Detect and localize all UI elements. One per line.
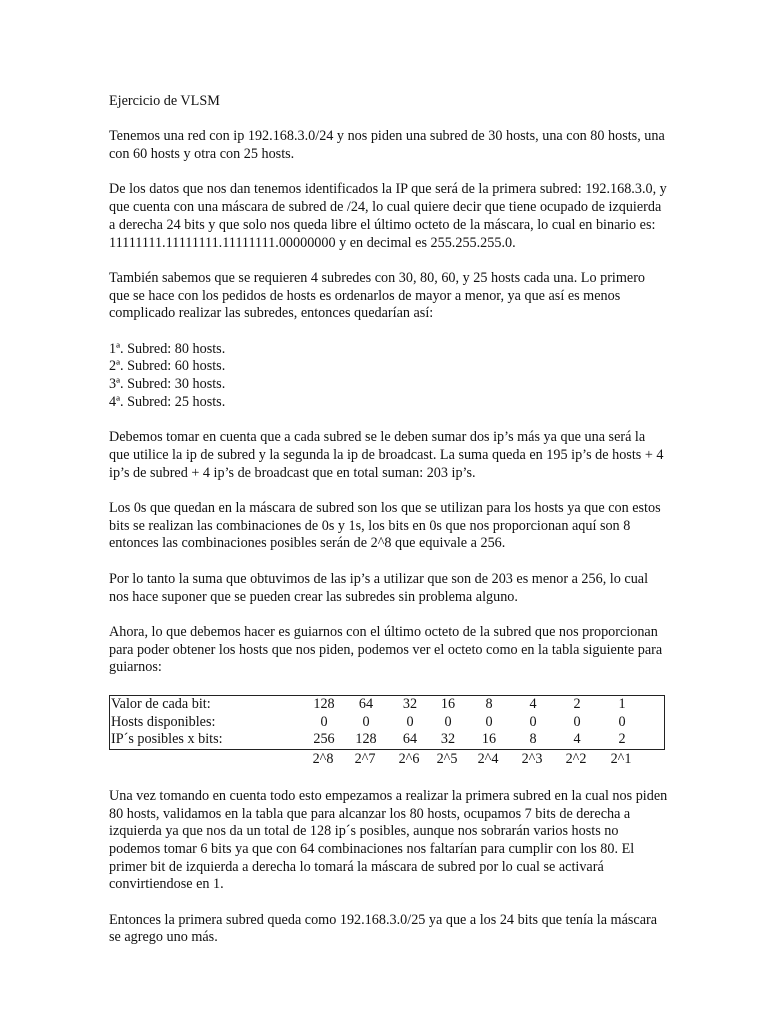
- exponent-cell: 2^8: [312, 751, 334, 768]
- exponent-cell: 2^6: [398, 751, 420, 768]
- exponent-cell: 2^1: [610, 751, 632, 768]
- list-item: 1ª. Subred: 80 hosts.: [109, 340, 226, 357]
- exponent-row: [109, 750, 669, 770]
- paragraph-6: Por lo tanto la suma que obtuvimos de las ip’s a utilizar que son de 203 es menor a 256, lo cual nos hace suponer que se pueden crear las subredes sin problema alguno.: [109, 570, 649, 605]
- exponent-cell: 2^3: [521, 751, 543, 768]
- table-cell: 64: [402, 731, 418, 748]
- table-cell: 16: [481, 731, 497, 748]
- subnet-list: [109, 341, 669, 412]
- table-cell: 8: [529, 731, 537, 748]
- table-cell: 128: [355, 731, 377, 748]
- list-item: 4ª. Subred: 25 hosts.: [109, 393, 226, 410]
- row-label: IP´s posibles x bits:: [111, 731, 223, 748]
- table-cell: 0: [406, 713, 414, 730]
- exponent-cell: 2^2: [565, 751, 587, 768]
- table-row: [110, 714, 664, 732]
- table-cell: 256: [313, 731, 335, 748]
- table-cell: 0: [444, 713, 452, 730]
- table-cell: 4: [529, 696, 537, 713]
- table-cell: 128: [313, 696, 335, 713]
- paragraph-2: De los datos que nos dan tenemos identificados la IP que será de la primera subred: 192.168.3.0, y que cuenta con una máscara de subred de /24, lo cual quiere decir que tiene ocupado de izquierda a derecha 24 bits y que solo nos queda libre el último octeto de la máscara, lo cual en binario es: 11111111.11111111.11111111.00000000 y en decimal es 255.255.255.0.: [109, 181, 667, 251]
- document-title: Ejercicio de VLSM: [109, 93, 220, 109]
- list-item: 3ª. Subred: 30 hosts.: [109, 376, 226, 393]
- table-cell: 16: [440, 696, 456, 713]
- table-cell: 0: [529, 713, 537, 730]
- table-row: [110, 731, 664, 749]
- table-cell: 2: [618, 731, 626, 748]
- table-cell: 4: [573, 731, 581, 748]
- row-label: Hosts disponibles:: [111, 713, 216, 730]
- table-cell: 64: [358, 696, 374, 713]
- row-label: Valor de cada bit:: [111, 696, 211, 713]
- exponent-cell: 2^7: [354, 751, 376, 768]
- table-cell: 32: [440, 731, 456, 748]
- table-cell: 0: [618, 713, 626, 730]
- table-cell: 2: [573, 696, 581, 713]
- paragraph-5: Los 0s que quedan en la máscara de subred son los que se utilizan para los hosts ya que con estos bits se realizan las combinaciones de 0s y 1s, los bits en 0s que nos proporcionan aquí son 8 entonces las combinaciones posibles serán de 2^8 que equivale a 256.: [109, 500, 661, 552]
- exponent-cell: 2^5: [436, 751, 458, 768]
- table-row: [110, 696, 664, 714]
- table-cell: 0: [573, 713, 581, 730]
- paragraph-9: Entonces la primera subred queda como 192.168.3.0/25 ya que a los 24 bits que tenía la máscara se agrego uno más.: [109, 911, 658, 946]
- paragraph-1: Tenemos una red con ip 192.168.3.0/24 y nos piden una subred de 30 hosts, una con 80 hosts, una con 60 hosts y otra con 25 hosts.: [109, 128, 665, 163]
- table-cell: 0: [362, 713, 370, 730]
- document-page: [109, 93, 669, 947]
- paragraph-3: También sabemos que se requieren 4 subredes con 30, 80, 60, y 25 hosts cada una. Lo primero que se hace con los pedidos de hosts es ordenarlos de mayor a menor, ya que así es menos complicado realizar las subredes, entonces quedarían así:: [109, 269, 646, 322]
- list-item: 2ª. Subred: 60 hosts.: [109, 358, 226, 375]
- table-cell: 0: [320, 713, 328, 730]
- paragraph-4: Debemos tomar en cuenta que a cada subred se le deben sumar dos ip’s más ya que una será la que utilice la ip de subred y la segunda la ip de broadcast. La suma queda en 195 ip’s de hosts + 4 ip’s de subred + 4 ip’s de broadcast que en total suman: 203 ip’s.: [109, 429, 664, 481]
- table-cell: 32: [402, 696, 418, 713]
- bit-table: [109, 695, 665, 750]
- paragraph-7: Ahora, lo que debemos hacer es guiarnos con el último octeto de la subred que nos proporcionan para poder obtener los hosts que nos piden, podemos ver el octeto como en la tabla siguiente para guiarnos:: [109, 623, 663, 676]
- table-cell: 8: [485, 696, 493, 713]
- exponent-cell: 2^4: [477, 751, 499, 768]
- paragraph-8: Una vez tomando en cuenta todo esto empezamos a realizar la primera subred en la cual nos piden 80 hosts, validamos en la tabla que para alcanzar los 80 hosts, ocupamos 7 bits de derecha a izquierda ya que nos da un total de 128 ip´s posibles, aunque nos sobrarán varios hosts no podemos tomar 6 bits ya que con 64 combinaciones nos faltarían para cumplir con los 80. El primer bit de izquierda a derecha lo tomará la máscara de subred por lo cual se activará convirtiendose en 1.: [109, 787, 668, 893]
- table-cell: 0: [485, 713, 493, 730]
- table-cell: 1: [618, 696, 626, 713]
